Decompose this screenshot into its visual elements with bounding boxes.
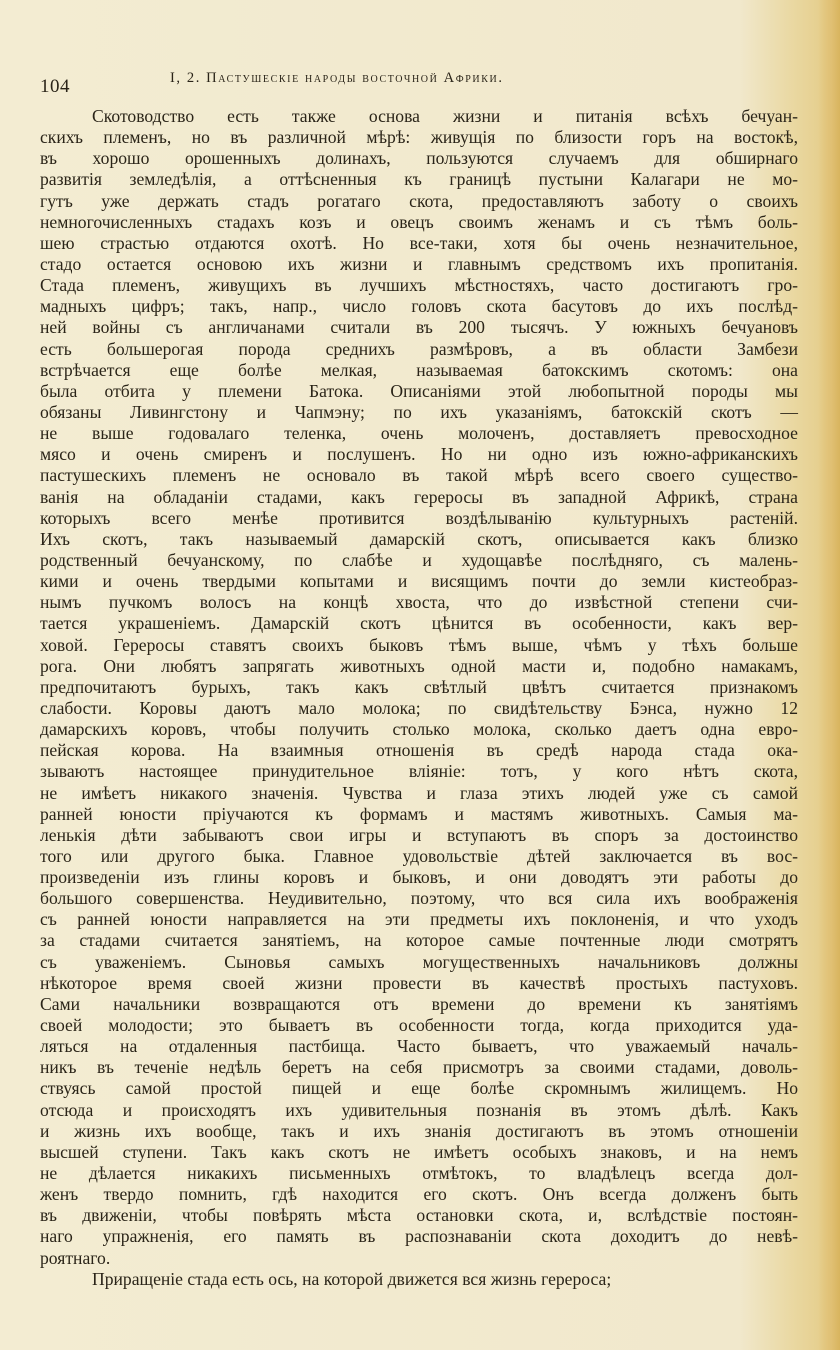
text-line: немногочисленныхъ стадахъ козъ и овецъ своимъ женамъ и съ тѣмъ боль-	[40, 211, 798, 232]
text-line: Стада племенъ, живущихъ въ лучшихъ мѣстностяхъ, часто достигаютъ гро-	[40, 275, 798, 296]
page-number: 104	[40, 76, 70, 97]
text-line: слабости. Коровы даютъ мало молока; по свидѣтельству Бэнса, нужно 12	[40, 697, 798, 718]
text-line: не выше годовалаго теленка, очень молоченъ, доставляетъ превосходное	[40, 423, 798, 444]
text-line: предпочитаютъ бурыхъ, такъ какъ свѣтлый цвѣтъ считается признакомъ	[40, 676, 798, 697]
text-line: есть большерогая порода среднихъ размѣровъ, а въ области Замбези	[40, 338, 798, 359]
text-line: ранней юности пріучаются къ формамъ и мастямъ животныхъ. Самыя ма-	[40, 803, 798, 824]
text-line: съ уваженіемъ. Сыновья самыхъ могущественныхъ начальниковъ должны	[40, 951, 798, 972]
text-line: пейская корова. На взаимныя отношенія въ средѣ народа стада ока-	[40, 740, 798, 761]
text-line: мадныхъ цифръ; такъ, напр., число головъ скота басутовъ до ихъ послѣд-	[40, 296, 798, 317]
text-line: и жизнь ихъ вообще, такъ и ихъ знанія достигаютъ въ этомъ отношеніи	[40, 1120, 798, 1141]
text-line: того или другого быка. Главное удовольствіе дѣтей заключается въ вос-	[40, 845, 798, 866]
text-line: съ ранней юности направляется на эти предметы ихъ поклоненія, и что уходъ	[40, 909, 798, 930]
text-line: не дѣлается никакихъ письменныхъ отмѣтокъ, то владѣлецъ всегда дол-	[40, 1163, 798, 1184]
text-line: наго упражненія, его память въ распознаваніи скота доходитъ до невѣ-	[40, 1226, 798, 1247]
text-line: скихъ племенъ, но въ различной мѣрѣ: живущія по близости горъ на востокѣ,	[40, 127, 798, 148]
text-line: встрѣчается еще болѣе мелкая, называемая батокскимъ скотомъ: она	[40, 359, 798, 380]
text-line: не имѣетъ никакого значенія. Чувства и глаза этихъ людей уже съ самой	[40, 782, 798, 803]
text-line: ствуясь самой простой пищей и еще болѣе скромнымъ жилищемъ. Но	[40, 1078, 798, 1099]
text-line: нымъ пучкомъ волосъ на концѣ хвоста, что до извѣстной степени счи-	[40, 592, 798, 613]
text-line: Сами начальники возвращаются отъ времени до времени къ занятіямъ	[40, 993, 798, 1014]
text-line: своей молодости; это бываетъ въ особенности тогда, когда приходится уда-	[40, 1015, 798, 1036]
text-line: Ихъ скотъ, такъ называемый дамарскій скотъ, описывается какъ близко	[40, 528, 798, 549]
text-line: дамарскихъ коровъ, чтобы получить столько молока, сколько даетъ одна евро-	[40, 719, 798, 740]
text-line: въ хорошо орошенныхъ долинахъ, пользуются случаемъ для обширнаго	[40, 148, 798, 169]
text-line: никъ въ теченіе недѣль беретъ на себя присмотръ за своими стадами, доволь-	[40, 1057, 798, 1078]
text-line: ленькія дѣти забываютъ свои игры и вступаютъ въ споръ за достоинство	[40, 824, 798, 845]
page-header	[40, 66, 800, 97]
text-line: роятнаго.	[40, 1247, 111, 1268]
text-line: произведеніи изъ глины коровъ и быковъ, и они доводятъ эти работы до	[40, 867, 798, 888]
text-line: гутъ уже держать стадъ рогатаго скота, предоставляютъ заботу о своихъ	[40, 190, 798, 211]
text-line: нѣкоторое время своей жизни провести въ качествѣ простыхъ пастуховъ.	[40, 972, 798, 993]
text-line: Скотоводство есть также основа жизни и питанія всѣхъ бечуан-	[92, 106, 798, 126]
page-edge-shadow	[818, 0, 840, 1350]
text-line: высшей ступени. Такъ какъ скотъ не имѣетъ особыхъ знаковъ, и на немъ	[40, 1141, 798, 1162]
text-line: за стадами считается занятіемъ, на которое самые почтенные люди смотрятъ	[40, 930, 798, 951]
text-line: Приращеніе стада есть ось, на которой движется вся жизнь герероса;	[92, 1268, 612, 1289]
body-text	[40, 106, 798, 1290]
text-line: большого совершенства. Неудивительно, поэтому, что вся сила ихъ воображенія	[40, 888, 798, 909]
text-line: была отбита у племени Батока. Описаніями этой любопытной породы мы	[40, 380, 798, 401]
text-line: отсюда и происходятъ ихъ удивительныя познанія въ этомъ дѣлѣ. Какъ	[40, 1099, 798, 1120]
text-line: обязаны Ливингстону и Чапмэну; по ихъ указаніямъ, батокскій скотъ —	[40, 401, 798, 422]
text-line: въ движеніи, чтобы повѣрять мѣста остановки скота, и, вслѣдствіе постоян-	[40, 1205, 798, 1226]
text-line: родственный бечуанскому, по слабѣе и худощавѣе послѣдняго, съ малень-	[40, 549, 798, 570]
text-line: развитія земледѣлія, а оттѣсненныя къ границѣ пустыни Калагари не мо-	[40, 169, 798, 190]
text-line: мясо и очень смиренъ и послушенъ. Но ни одно изъ южно-африканскихъ	[40, 444, 798, 465]
text-line: ванія на обладаніи стадами, какъ гереросы въ западной Африкѣ, страна	[40, 486, 798, 507]
text-line: зываютъ настоящее принудительное вліяніе: тотъ, у кого нѣтъ скота,	[40, 761, 798, 782]
text-line: пастушескихъ племенъ не основало въ такой мѣрѣ всего своего существо-	[40, 465, 798, 486]
running-head: I, 2. Пастушескіе народы восточной Африки.	[170, 70, 504, 86]
text-line: тается украшеніемъ. Дамарскій скотъ цѣнится въ особенности, какъ вер-	[40, 613, 798, 634]
text-line: ляться на отдаленныя пастбища. Часто бываетъ, что уважаемый началь-	[40, 1036, 798, 1057]
text-line: шею страстью отдаются охотѣ. Но все-таки, хотя бы очень незначительное,	[40, 232, 798, 253]
text-line: которыхъ всего менѣе противится воздѣлыванію культурныхъ растеній.	[40, 507, 798, 528]
text-line: стадо остается основою ихъ жизни и главнымъ средствомъ ихъ пропитанія.	[40, 253, 798, 274]
text-line: женъ твердо помнить, гдѣ находится его скотъ. Онъ всегда долженъ быть	[40, 1184, 798, 1205]
text-line: ней войны съ англичанами считали въ 200 тысячъ. У южныхъ бечуановъ	[40, 317, 798, 338]
text-line: ховой. Гереросы ставятъ своихъ быковъ тѣмъ выше, чѣмъ у тѣхъ больше	[40, 634, 798, 655]
text-line: рога. Они любятъ запрягать животныхъ одной масти и, подобно намакамъ,	[40, 655, 798, 676]
text-line: кими и очень твердыми копытами и висящимъ почти до земли кистеобраз-	[40, 571, 798, 592]
